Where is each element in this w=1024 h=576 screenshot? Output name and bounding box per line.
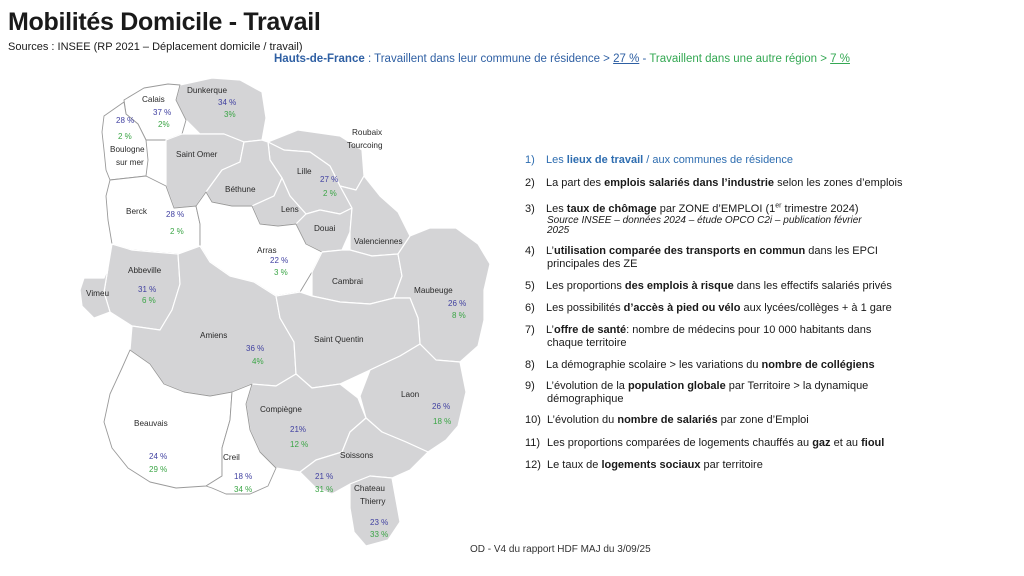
list-text-segment: par territoire	[700, 459, 763, 471]
zone-label-chateau-2: Thierry	[360, 497, 386, 506]
pct-commune-abbeville: 31 %	[138, 285, 157, 294]
pct-region-berck: 2 %	[170, 227, 184, 236]
list-number: 10)	[525, 414, 541, 426]
region-separator: -	[639, 53, 650, 65]
pct-commune-soissons: 21 %	[315, 472, 334, 481]
pct-region-calais: 2%	[158, 120, 170, 129]
region-name: Hauts-de-France	[274, 53, 365, 65]
list-text-segment: nombre de collégiens	[761, 359, 875, 371]
sources-note: Sources : INSEE (RP 2021 – Déplacement domicile / travail)	[8, 41, 303, 53]
list-text-segment: dans les effectifs salariés privés	[733, 280, 892, 292]
list-item-3[interactable]	[525, 199, 862, 236]
zone-label-boulogne-1: Boulogne	[110, 145, 145, 154]
list-text-segment: / aux communes de résidence	[643, 154, 794, 166]
pct-region-chateau: 33 %	[370, 530, 389, 539]
zone-label-dunkerque: Dunkerque	[187, 86, 228, 95]
list-text-continuation: 2025	[547, 224, 570, 236]
list-text-segment: L’	[546, 324, 554, 336]
zone-label-beauvais: Beauvais	[134, 419, 168, 428]
pct-commune-dunkerque: 34 %	[218, 98, 237, 107]
list-text-segment: population globale	[627, 380, 726, 392]
list-text	[546, 154, 793, 166]
list-text	[546, 245, 878, 257]
list-item-6[interactable]	[525, 302, 892, 315]
list-text	[546, 177, 902, 189]
list-text-continuation: Source INSEE – données 2024 – étude OPCO C2i – publication février	[547, 214, 862, 226]
pct-commune-amiens: 36 %	[246, 344, 265, 353]
list-text-continuation: démographique	[547, 393, 624, 405]
list-number: 7)	[525, 324, 535, 336]
list-text-segment: er	[775, 202, 782, 209]
pct-commune-calais: 37 %	[153, 108, 172, 117]
zone-label-chateau-1: Chateau	[354, 484, 385, 493]
zone-label-vimeu: Vimeu	[86, 289, 110, 298]
list-number: 1)	[525, 154, 535, 166]
list-item-7[interactable]	[525, 324, 871, 350]
region-text-other: Travaillent dans une autre région >	[649, 53, 831, 65]
list-text-segment: Les proportions	[546, 280, 625, 292]
list-item-4[interactable]	[525, 245, 878, 271]
list-text-segment: Les	[546, 202, 567, 215]
list-text-segment: Les	[546, 154, 567, 166]
page-title: Mobilités Domicile - Travail	[8, 8, 321, 36]
pct-region-abbeville: 6 %	[142, 296, 156, 305]
pct-commune-beauvais: 24 %	[149, 452, 168, 461]
zone-label-douai: Douai	[314, 224, 336, 233]
region-text-commune: : Travaillent dans leur commune de résidence >	[364, 53, 614, 65]
list-number: 11)	[525, 437, 541, 449]
list-text	[546, 203, 859, 215]
list-text-segment: des emplois à risque	[624, 280, 734, 292]
zone-label-lens: Lens	[281, 205, 299, 214]
list-text-segment: : nombre de médecins pour 10 000 habitants dans	[626, 324, 872, 336]
list-text-segment: par Territoire > la dynamique	[725, 380, 869, 392]
list-number: 4)	[525, 245, 535, 257]
list-text-continuation: principales des ZE	[547, 258, 638, 270]
pct-commune-creil: 18 %	[234, 472, 253, 481]
zone-label-lille: Lille	[297, 167, 312, 176]
zone-label-berck: Berck	[126, 207, 147, 216]
pct-region-amiens: 4%	[252, 357, 264, 366]
pct-region-beauvais: 29 %	[149, 465, 168, 474]
zone-label-laon: Laon	[401, 390, 420, 399]
list-text	[547, 459, 763, 471]
list-text-segment: L’évolution du	[547, 414, 618, 426]
zone-label-calais: Calais	[142, 95, 165, 104]
zone-label-saint-omer: Saint Omer	[176, 150, 218, 159]
list-item-11[interactable]	[525, 437, 884, 450]
list-text-segment: utilisation comparée des transports en commun	[553, 245, 806, 257]
list-item-5[interactable]	[525, 280, 892, 293]
list-text-segment: par zone d’Emploi	[717, 414, 809, 426]
list-text-segment: Les possibilités	[546, 302, 624, 314]
list-text-segment: Le taux de	[547, 459, 602, 471]
list-text-segment: L’évolution de la	[546, 380, 628, 392]
pct-commune-maubeuge: 26 %	[448, 299, 467, 308]
pct-commune-lille: 27 %	[320, 175, 339, 184]
footer-note: OD - V4 du rapport HDF MAJ du 3/09/25	[470, 544, 651, 555]
list-text-segment: La part des	[546, 177, 605, 189]
zone-label-creil: Creil	[223, 453, 240, 462]
zone-label-cambrai: Cambrai	[332, 277, 363, 286]
pct-commune-compiegne: 21%	[290, 425, 307, 434]
pct-region-maubeuge: 8 %	[452, 311, 466, 320]
list-text-segment: selon les zones d’emplois	[774, 177, 903, 189]
list-item-9[interactable]	[525, 380, 868, 406]
pct-commune-arras: 22 %	[270, 256, 289, 265]
pct-region-arras: 3 %	[274, 268, 288, 277]
list-text	[546, 380, 868, 392]
list-number: 12)	[525, 459, 541, 471]
pct-region-dunkerque: 3%	[224, 110, 236, 119]
pct-commune-berck: 28 %	[166, 210, 185, 219]
list-text-segment: dans les EPCI	[805, 245, 878, 257]
zone-label-boulogne-2: sur mer	[116, 158, 144, 167]
list-item-1[interactable]	[525, 154, 793, 167]
list-text-segment: et au	[830, 437, 862, 449]
list-item-12[interactable]	[525, 459, 763, 472]
zone-label-arras: Arras	[257, 246, 277, 255]
zone-label-valenciennes: Valenciennes	[354, 237, 403, 246]
region-value-commune: 27 %	[613, 53, 640, 65]
list-text-segment: Les proportions comparées de logements chauffés au	[547, 437, 813, 449]
list-text	[547, 437, 884, 449]
list-number: 6)	[525, 302, 535, 314]
list-text	[546, 302, 892, 314]
pct-region-laon: 18 %	[433, 417, 452, 426]
zone-label-soissons: Soissons	[340, 451, 374, 460]
zone-label-abbeville: Abbeville	[128, 266, 162, 275]
list-item-10[interactable]	[525, 414, 809, 427]
pct-commune-chateau: 23 %	[370, 518, 389, 527]
pct-region-boulogne: 2 %	[118, 132, 132, 141]
pct-commune-laon: 26 %	[432, 402, 451, 411]
list-text-continuation: chaque territoire	[547, 337, 627, 349]
zone-label-roubaix-1: Roubaix	[352, 128, 383, 137]
list-text	[547, 414, 809, 426]
list-text-segment: nombre de salariés	[617, 414, 718, 426]
list-text-segment: fioul	[861, 437, 885, 449]
list-text-segment: L’	[546, 245, 554, 257]
list-text-segment: trimestre 2024)	[781, 202, 859, 215]
list-number: 8)	[525, 359, 535, 371]
list-item-2[interactable]	[525, 177, 902, 190]
list-item-8[interactable]	[525, 359, 875, 372]
list-text-segment: emplois salariés dans l’industrie	[604, 177, 775, 189]
pct-region-soissons: 31 %	[315, 485, 334, 494]
pct-region-compiegne: 12 %	[290, 440, 309, 449]
list-text-segment: d’accès à pied ou vélo	[623, 302, 741, 314]
region-value-other: 7 %	[830, 53, 850, 65]
list-text-segment: lieux de travail	[566, 154, 644, 166]
list-number: 2)	[525, 177, 535, 189]
pct-commune-boulogne: 28 %	[116, 116, 135, 125]
list-text-segment: aux lycées/collèges + à 1 gare	[740, 302, 892, 314]
zone-label-saint-quentin: Saint Quentin	[314, 335, 364, 344]
list-text-segment: gaz	[812, 437, 831, 449]
list-text-segment: offre de santé	[553, 324, 627, 336]
list-text	[546, 359, 875, 371]
list-text-segment: par ZONE d’EMPLOI (1	[656, 202, 776, 215]
employment-zone-map	[0, 0, 500, 576]
list-text-segment: logements sociaux	[601, 459, 701, 471]
list-text-segment: taux de chômage	[566, 202, 657, 215]
zone-label-bethune: Béthune	[225, 185, 256, 194]
list-text	[546, 324, 871, 336]
list-number: 3)	[525, 202, 535, 215]
pct-region-creil: 34 %	[234, 485, 253, 494]
list-number: 9)	[525, 380, 535, 392]
zone-label-amiens: Amiens	[200, 331, 228, 340]
zone-label-roubaix-2: Tourcoing	[347, 141, 383, 150]
list-number: 5)	[525, 280, 535, 292]
list-text-segment: La démographie scolaire > les variations du	[546, 359, 762, 371]
zone-label-compiegne: Compiègne	[260, 405, 302, 414]
pct-region-lille: 2 %	[323, 189, 337, 198]
zone-label-maubeuge: Maubeuge	[414, 286, 453, 295]
list-text	[546, 280, 892, 292]
